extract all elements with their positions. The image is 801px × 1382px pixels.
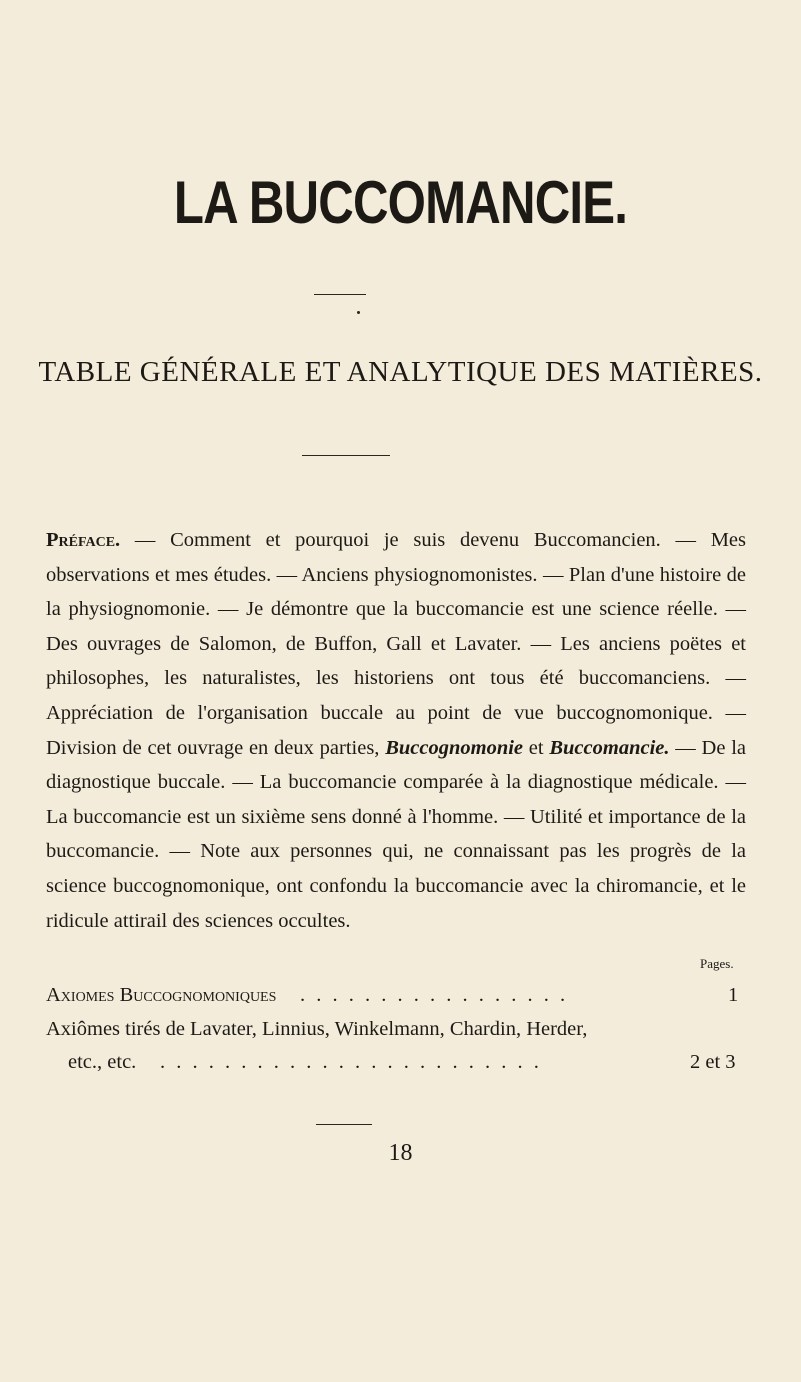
toc-entry-leader: . . . . . . . . . . . . . . . . . <box>300 984 569 1006</box>
preface-italic-2: Buccomancie. <box>549 736 670 759</box>
book-title: LA BUCCOMANCIE. <box>173 169 628 236</box>
toc-entry-title: Axiômes tirés de Lavater, Linnius, Winkelmann, Chardin, Herder, <box>46 1018 588 1040</box>
preface-text-2: — De la diagnostique buccale. — La buccomancie comparée à la diagnostique médicale. — La buccomancie est un sixième sens donné à l'homme. — Utilité et importance de la buccomancie. — Note aux personnes qui, ne connaissant pas les progrès de la science buccognomonique, ont confondu la buccomancie avec la chiromancie, et le ridicule attirail des sciences occultes. <box>46 736 746 932</box>
preface-and: et <box>523 736 550 759</box>
toc-entry-title: Axiomes Buccognomoniques <box>46 984 277 1006</box>
toc-entry-axiomes <box>0 984 801 1014</box>
preface-paragraph <box>46 523 746 938</box>
divider-short <box>314 294 366 295</box>
divider-bottom <box>316 1124 372 1125</box>
page-number: 18 <box>388 1140 413 1166</box>
pages-column-label: Pages. <box>700 956 734 971</box>
preface-label: Préface. <box>46 529 121 551</box>
toc-entry-page: 1 <box>728 984 739 1006</box>
table-of-contents-heading: TABLE GÉNÉRALE ET ANALYTIQUE DES MATIÈRES. <box>38 356 763 388</box>
divider-long <box>302 455 390 456</box>
preface-text-1: — Comment et pourquoi je suis devenu Buccomancien. — Mes observations et mes études. — Anciens physiognomonistes. — Plan d'une histoire de la physiognomonie. — Je démontre que la buccomancie est une science réelle. — Des ouvrages de Salomon, de Buffon, Gall et Lavater. — Les anciens poëtes et philosophes, les naturalistes, les historiens ont tous été buccomanciens. — Appréciation de l'organisation buccale au point de vue buccognomonique. — Division de cet ouvrage en deux parties, <box>46 529 746 759</box>
toc-entry-page: 2 et 3 <box>690 1051 736 1073</box>
toc-entry-axiomes-lavater <box>0 1018 801 1088</box>
toc-entry-title-continued: etc., etc. <box>68 1051 137 1073</box>
toc-entry-leader: . . . . . . . . . . . . . . . . . . . . . . . . <box>160 1051 542 1073</box>
divider-dot <box>357 311 360 314</box>
preface-italic-1: Buccognomonie <box>385 736 524 759</box>
